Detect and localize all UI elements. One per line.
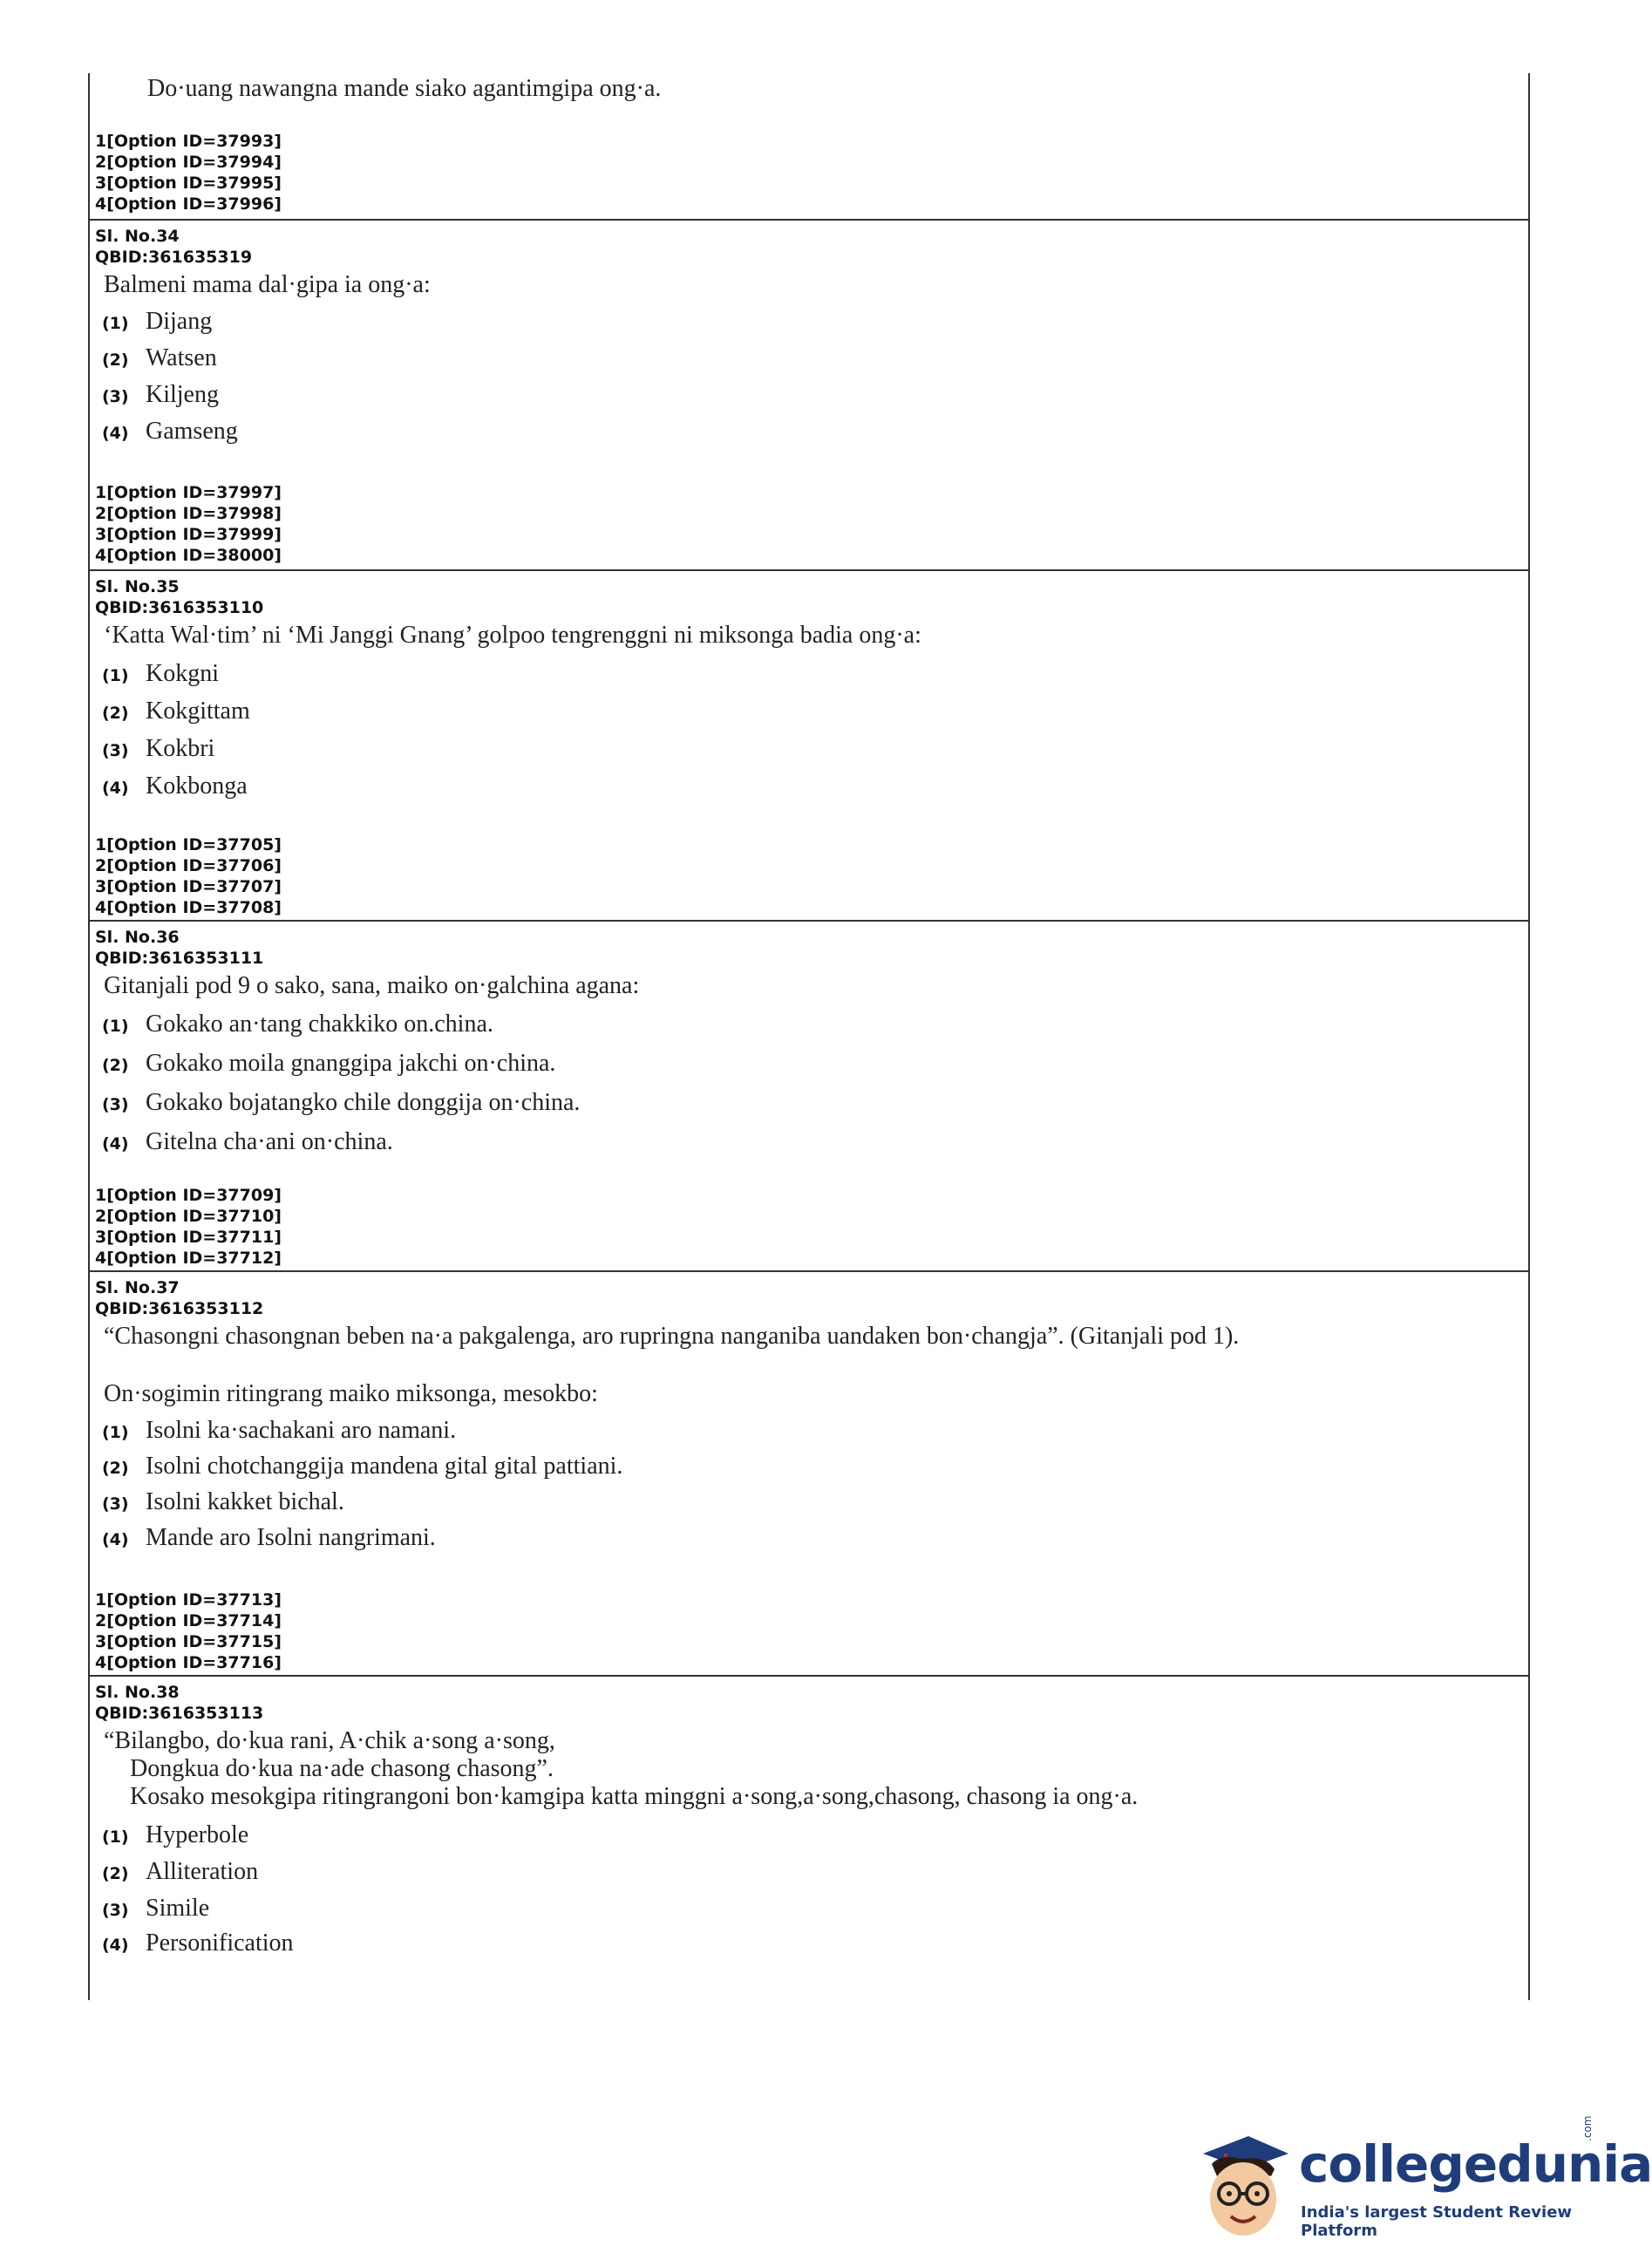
option-number: (4) — [102, 1936, 129, 1955]
option-text: Kiljeng — [146, 381, 219, 408]
option — [90, 1417, 622, 1453]
option-number: (4) — [102, 1530, 129, 1549]
option-number: (3) — [102, 387, 129, 406]
options-list — [90, 1011, 580, 1167]
option-text: Gamseng — [146, 418, 238, 445]
option-number: (3) — [102, 1095, 129, 1114]
option-number: (1) — [102, 666, 129, 685]
option-id: 1[Option ID=37705] — [95, 835, 282, 854]
question-block-36 — [90, 922, 1528, 1272]
option-id: 3[Option ID=37995] — [95, 174, 282, 193]
option-id: 3[Option ID=37999] — [95, 525, 282, 544]
question-text: Gitanjali pod 9 o sako, sana, maiko on·galchina agana: — [104, 972, 640, 999]
question-line: Kosako mesokgipa ritingrangoni bon·kamgipa katta minggni a·song,a·song,chasong, chasong ia ong·a. — [130, 1783, 1139, 1810]
option-id: 1[Option ID=37709] — [95, 1186, 282, 1205]
question-line: “Bilangbo, do·kua rani, A·chik a·song a·song, — [104, 1727, 555, 1754]
option-id: 2[Option ID=37706] — [95, 856, 282, 875]
question-header — [90, 1277, 263, 1319]
option-id: 4[Option ID=37716] — [95, 1653, 282, 1672]
question-block-35 — [90, 571, 1528, 922]
question-block-37 — [90, 1272, 1528, 1677]
option-number: (1) — [102, 1827, 129, 1847]
option-id: 1[Option ID=37997] — [95, 483, 282, 502]
option — [90, 1089, 580, 1128]
option — [90, 1011, 580, 1050]
option-text: Gokako an·tang chakkiko on.china. — [146, 1011, 493, 1038]
option-number: (4) — [102, 1134, 129, 1154]
option-text: Gokako moila gnanggipa jakchi on·china. — [146, 1050, 556, 1077]
collegedunia-logo[interactable] — [1186, 2115, 1652, 2241]
qbid: QBID:3616353111 — [95, 949, 264, 968]
options-list — [90, 1417, 622, 1560]
option-number: (2) — [102, 1459, 129, 1478]
option — [90, 735, 250, 772]
option-id-list — [90, 1589, 282, 1673]
serial-number: Sl. No.37 — [95, 1278, 180, 1297]
option-text: Simile — [146, 1895, 210, 1922]
option-number: (3) — [102, 741, 129, 760]
options-list — [90, 660, 250, 810]
question-line: Dongkua do·kua na·ade chasong chasong”. — [130, 1755, 554, 1782]
option-id-list — [90, 482, 282, 566]
option-text: Hyperbole — [146, 1821, 249, 1848]
serial-number: Sl. No.38 — [95, 1683, 180, 1702]
option — [90, 308, 238, 344]
option — [90, 698, 250, 735]
option-id: 2[Option ID=37994] — [95, 153, 282, 172]
option-id: 4[Option ID=37708] — [95, 898, 282, 917]
option-id: 1[Option ID=37993] — [95, 132, 282, 151]
option-text: Personification — [146, 1930, 294, 1957]
options-list — [90, 308, 238, 454]
option-text: Kokbonga — [146, 772, 248, 800]
option-id-list — [90, 1185, 282, 1269]
option-id: 4[Option ID=38000] — [95, 546, 282, 565]
option-id: 2[Option ID=37710] — [95, 1207, 282, 1226]
option-text: Watsen — [146, 344, 217, 371]
qbid: QBID:361635319 — [95, 248, 253, 267]
question-sheet — [88, 73, 1530, 2000]
option-id: 4[Option ID=37996] — [95, 194, 282, 214]
option-number: (3) — [102, 1494, 129, 1514]
option-number: (1) — [102, 314, 129, 333]
question-header — [90, 1682, 263, 1724]
mascot-icon — [1186, 2119, 1299, 2241]
option-number: (4) — [102, 779, 129, 798]
option-id: 3[Option ID=37711] — [95, 1228, 282, 1247]
question-text — [104, 1727, 1138, 1811]
options-list — [90, 1821, 294, 1966]
option-text: Kokgittam — [146, 698, 250, 725]
option-number: (2) — [102, 1056, 129, 1075]
option-id: 2[Option ID=37714] — [95, 1611, 282, 1630]
option-id: 2[Option ID=37998] — [95, 504, 282, 523]
option — [90, 1930, 294, 1966]
option-text: Kokgni — [146, 660, 219, 687]
qbid: QBID:3616353110 — [95, 598, 264, 617]
option — [90, 418, 238, 454]
option-number: (1) — [102, 1423, 129, 1442]
option — [90, 344, 238, 381]
option-text: Isolni ka·sachakani aro namani. — [146, 1417, 457, 1444]
serial-number: Sl. No.35 — [95, 577, 180, 596]
option-text: Gitelna cha·ani on·china. — [146, 1128, 393, 1155]
option — [90, 1895, 294, 1930]
option-text: Isolni kakket bichal. — [146, 1488, 344, 1515]
option-number: (3) — [102, 1901, 129, 1920]
option — [90, 1050, 580, 1089]
serial-number: Sl. No.34 — [95, 227, 180, 246]
question-block-34 — [90, 221, 1528, 571]
option-id: 1[Option ID=37713] — [95, 1590, 282, 1610]
question-tail-text: Do·uang nawangna mande siako agantimgipa ong·a. — [147, 75, 662, 102]
option-text: Dijang — [146, 308, 213, 335]
option-number: (1) — [102, 1017, 129, 1036]
question-block-33-tail — [90, 73, 1528, 221]
option — [90, 1453, 622, 1488]
option — [90, 1524, 622, 1560]
question-subtext: On·sogimin ritingrang maiko miksonga, mesokbo: — [104, 1380, 598, 1407]
qbid: QBID:3616353113 — [95, 1704, 264, 1723]
option — [90, 660, 250, 698]
option — [90, 381, 238, 418]
question-block-38 — [90, 1677, 1528, 2000]
option-number: (2) — [102, 704, 129, 723]
logo-suffix: .com — [1581, 2115, 1594, 2141]
option-number: (4) — [102, 424, 129, 443]
option-id: 3[Option ID=37715] — [95, 1632, 282, 1651]
option-id-list — [90, 131, 282, 214]
option-id-list — [90, 834, 282, 918]
option — [90, 1858, 294, 1895]
logo-wordmark: collegedunia — [1299, 2134, 1652, 2194]
option-number: (2) — [102, 1864, 129, 1883]
option-text: Kokbri — [146, 735, 215, 762]
option-id: 3[Option ID=37707] — [95, 877, 282, 896]
option-text: Mande aro Isolni nangrimani. — [146, 1524, 436, 1551]
option — [90, 1821, 294, 1858]
option-text: Alliteration — [146, 1858, 259, 1885]
question-header — [90, 927, 263, 969]
option-text: Gokako bojatangko chile donggija on·china. — [146, 1089, 581, 1116]
option-id: 4[Option ID=37712] — [95, 1249, 282, 1268]
logo-tagline: India's largest Student Review Platform — [1301, 2203, 1573, 2240]
qbid: QBID:3616353112 — [95, 1299, 264, 1318]
question-text: Balmeni mama dal·gipa ia ong·a: — [104, 271, 431, 298]
question-header — [90, 576, 263, 618]
question-header — [90, 226, 252, 268]
option-number: (2) — [102, 351, 129, 370]
option-text: Isolni chotchanggija mandena gital gital pattiani. — [146, 1453, 623, 1480]
question-text: ‘Katta Wal·tim’ ni ‘Mi Janggi Gnang’ golpoo tengrenggni ni miksonga badia ong·a: — [104, 622, 921, 649]
option — [90, 1128, 580, 1167]
question-text: “Chasongni chasongnan beben na·a pakgalenga, aro rupringna nanganiba uandaken bon·changja”. (Gitanjali pod 1). — [104, 1323, 1240, 1350]
serial-number: Sl. No.36 — [95, 928, 180, 947]
option — [90, 772, 250, 810]
option — [90, 1488, 622, 1524]
